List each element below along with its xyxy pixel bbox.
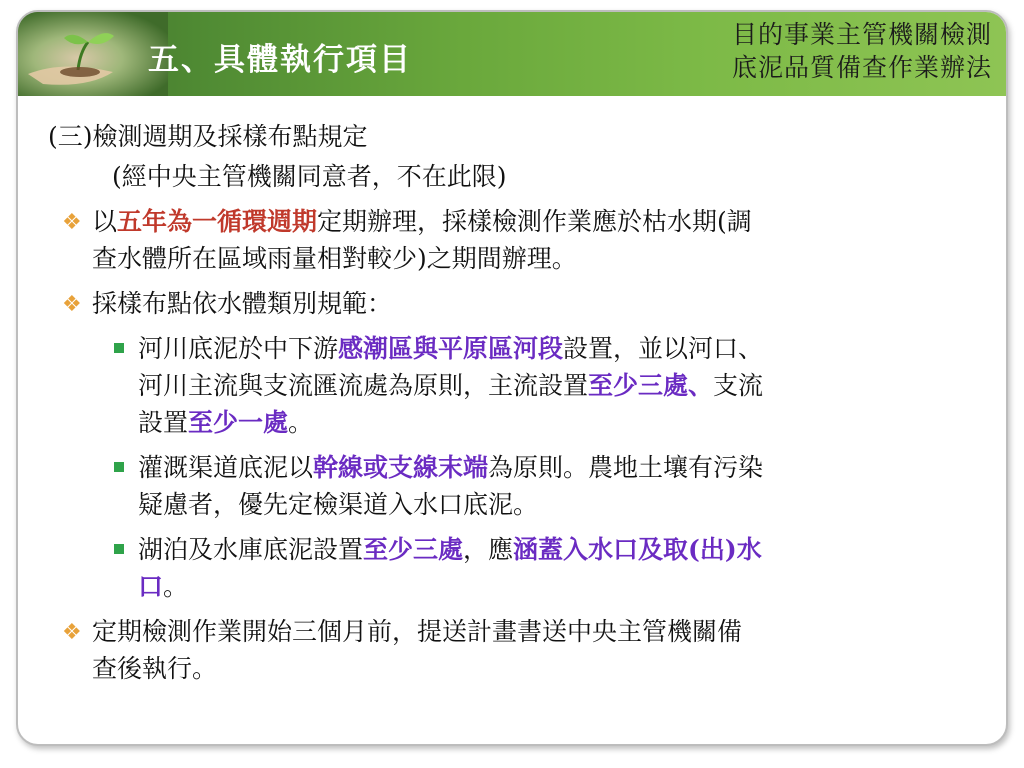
highlight-text: 涵蓋入水口及取(出)水 xyxy=(513,535,762,564)
diamond-bullet-icon: ❖ xyxy=(62,210,82,235)
slide-content xyxy=(34,112,1006,687)
sub-list-item: 河川底泥於中下游感潮區與平原區河段設置，並以河口、 河川主流與支流匯流處為原則，主流設置至少三處、支流 設置至少一處。 xyxy=(138,330,1006,441)
highlight-text: 幹線或支線末端 xyxy=(313,453,489,482)
diamond-bullet-icon: ❖ xyxy=(62,620,82,645)
highlight-text: 感潮區與平原區河段 xyxy=(338,334,564,363)
document-title xyxy=(732,18,992,84)
square-bullet-icon xyxy=(114,343,124,353)
diamond-bullet-icon: ❖ xyxy=(62,292,82,317)
square-bullet-icon xyxy=(114,544,124,554)
highlight-text: 五年為一循環週期 xyxy=(117,207,318,236)
header-bar xyxy=(18,12,1006,96)
sub-list-item: 湖泊及水庫底泥設置至少三處，應涵蓋入水口及取(出)水 口。 xyxy=(138,531,1006,605)
highlight-text: 至少一處 xyxy=(188,408,289,437)
square-bullet-icon xyxy=(114,462,124,472)
list-item: ❖ 以五年為一循環週期定期辦理，採樣檢測作業應於枯水期(調 查水體所在區域雨量相對較少)之期間辦理。 xyxy=(92,203,1006,277)
list-item: ❖ 定期檢測作業開始三個月前，提送計畫書送中央主管機關備 查後執行。 xyxy=(92,613,1006,687)
document-title-line2: 底泥品質備查作業辦法 xyxy=(731,53,992,82)
slide-title: 五、具體執行項目 xyxy=(148,42,412,78)
list-item: ❖ 採樣布點依水體類別規範： xyxy=(92,285,1006,322)
highlight-text: 至少三處 xyxy=(363,535,464,564)
document-title-line1: 目的事業主管機關檢測 xyxy=(731,20,992,49)
section-heading: (三)檢測週期及採樣布點規定 xyxy=(48,122,368,151)
sub-list-item: 灌溉渠道底泥以幹線或支線末端為原則。農地土壤有污染 疑慮者，優先定檢渠道入水口底泥。 xyxy=(138,449,1006,523)
section-heading-note: (經中央主管機關同意者，不在此限) xyxy=(112,162,507,191)
slide-frame xyxy=(16,10,1008,746)
seedling-hands-image xyxy=(18,12,168,96)
highlight-text: 至少三處 xyxy=(588,371,689,400)
